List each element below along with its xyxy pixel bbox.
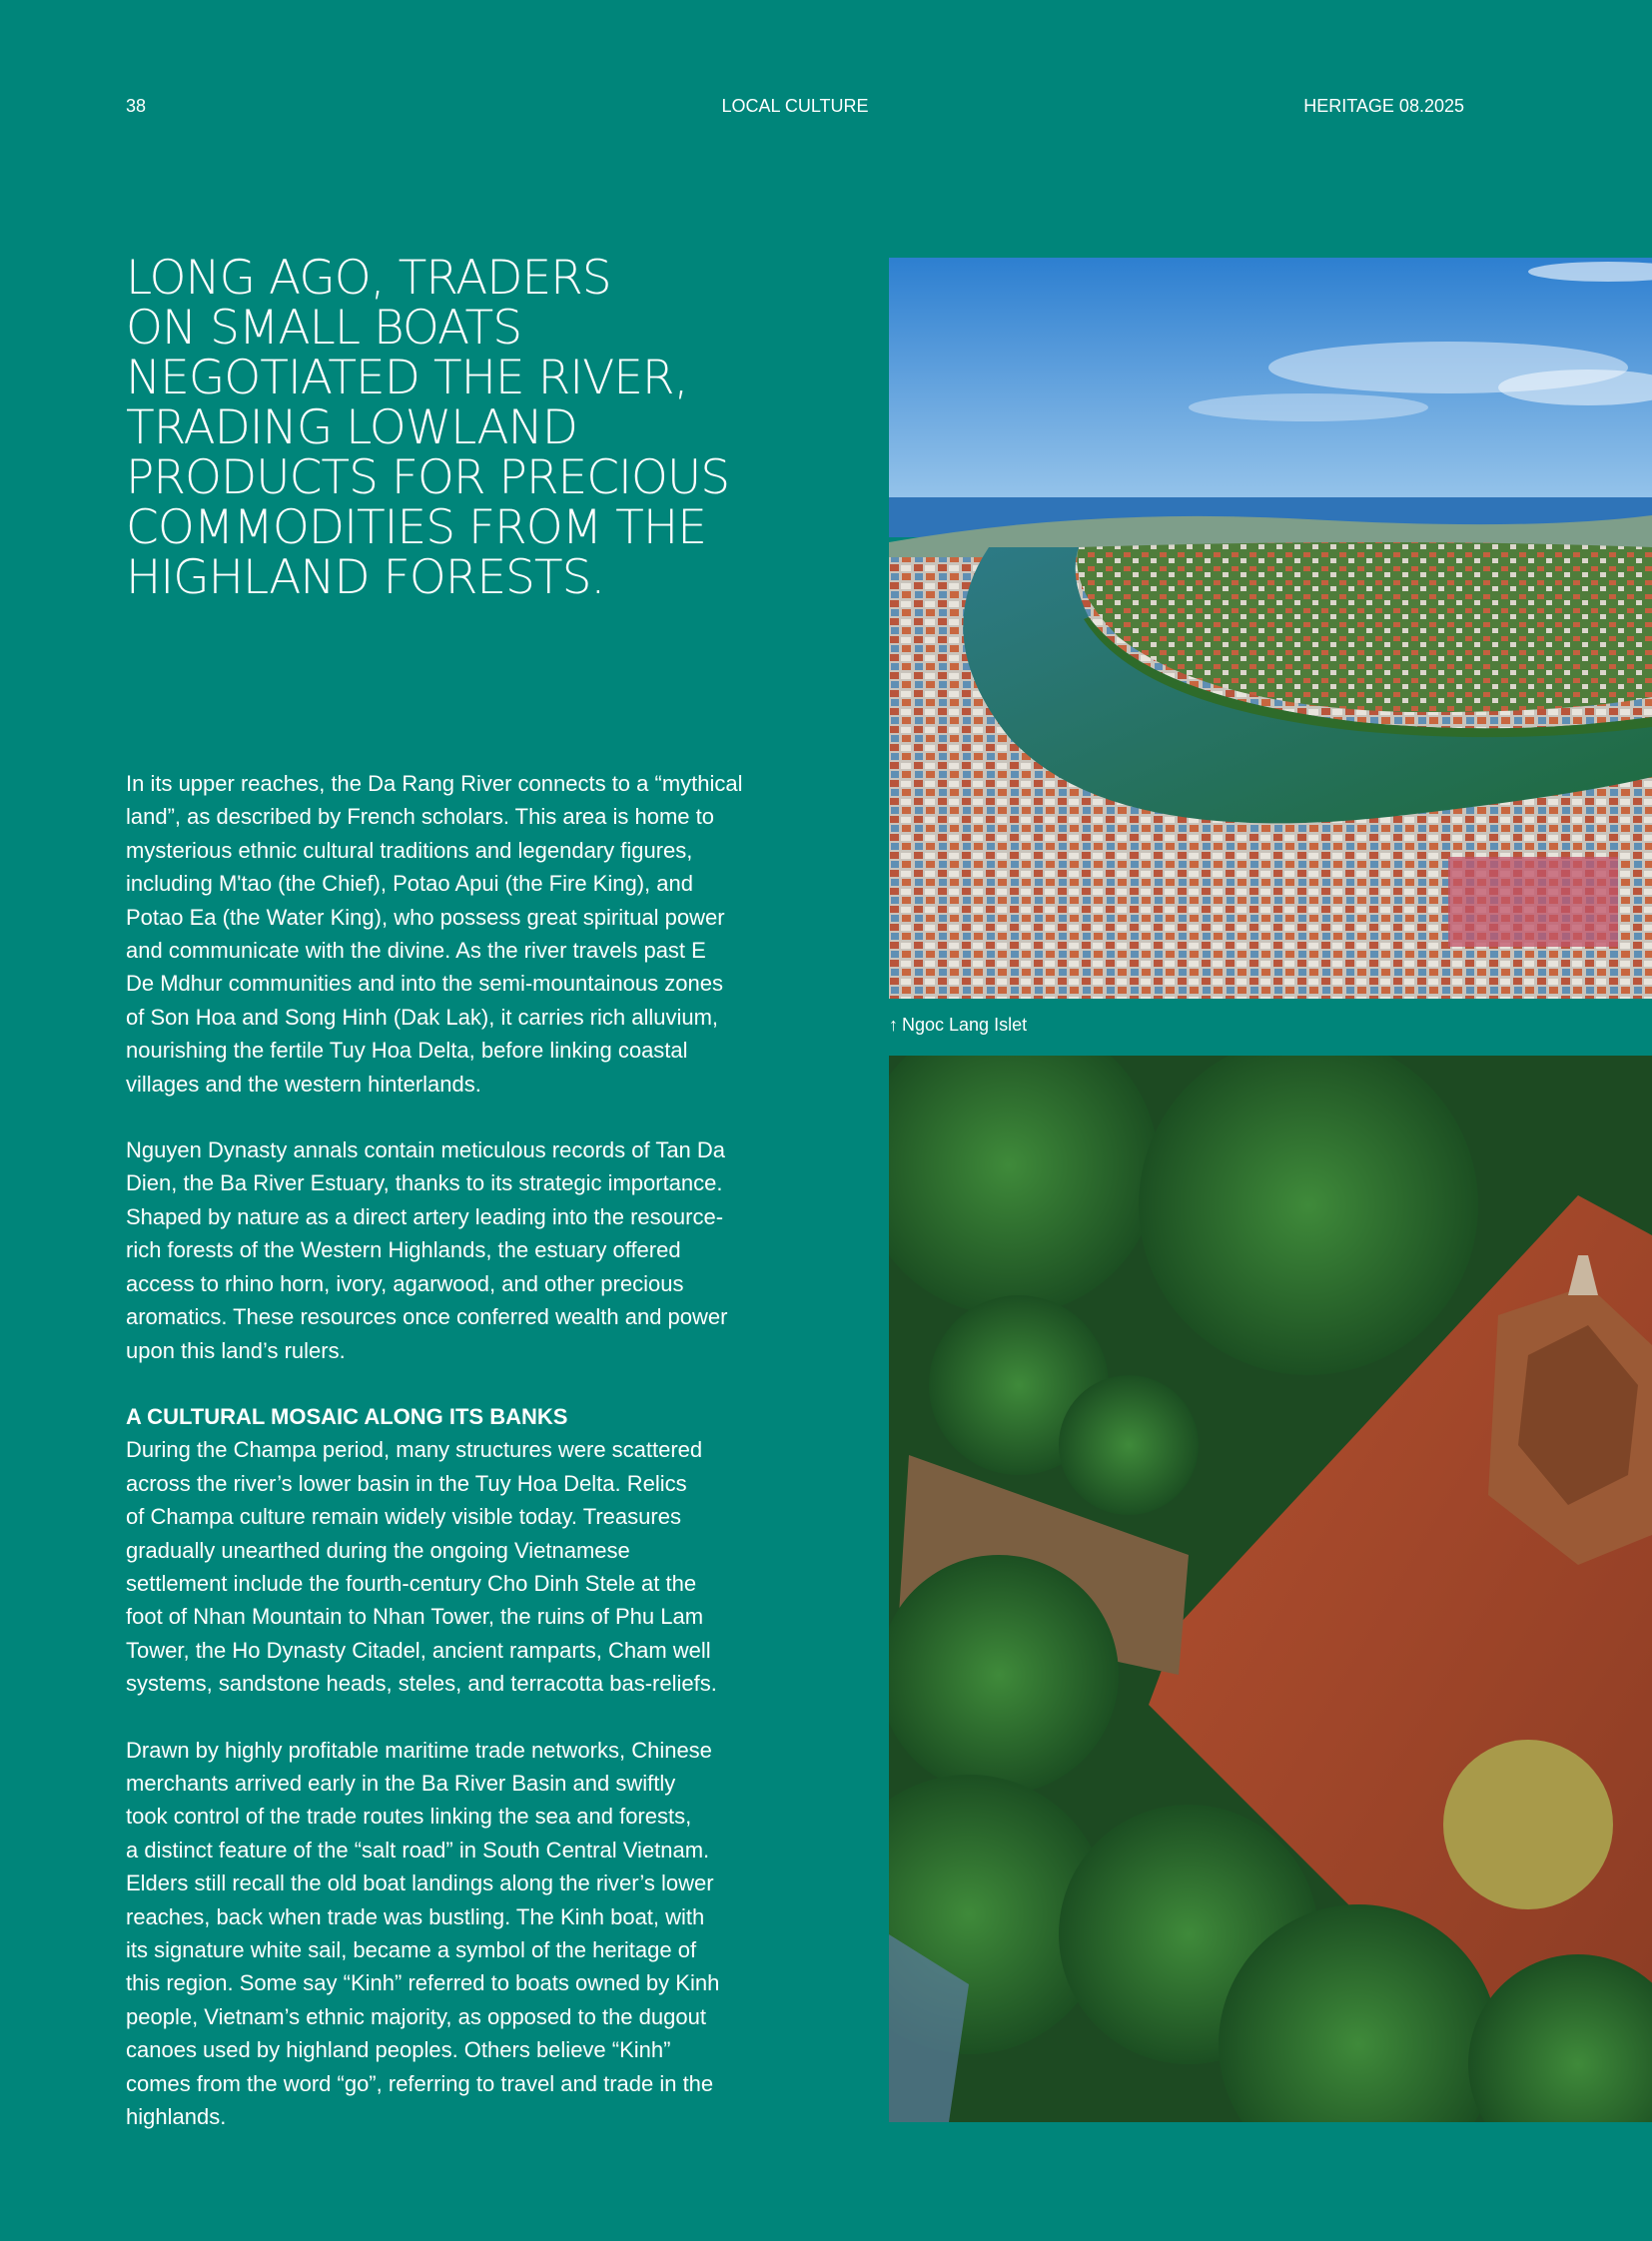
- pull-quote-line: NEGOTIATED THE RIVER,: [126, 351, 688, 405]
- text-line: Elders still recall the old boat landings along the river’s lower: [126, 1870, 714, 1896]
- article-body: [126, 767, 785, 2133]
- text-line: of Champa culture remain widely visible today. Treasures: [126, 1504, 681, 1530]
- pull-quote-line: ON SMALL BOATS: [126, 301, 522, 356]
- text-line: reaches, back when trade was bustling. The Kinh boat, with: [126, 1903, 705, 1929]
- text-line: took control of the trade routes linking the sea and forests,: [126, 1804, 692, 1830]
- pull-quote-line: COMMODITIES FROM THE: [126, 500, 706, 555]
- photo-caption: [889, 1012, 1027, 1038]
- text-line: of Son Hoa and Song Hinh (Dak Lak), it carries rich alluvium,: [126, 1004, 719, 1030]
- page-number: 38: [126, 96, 147, 116]
- text-line: merchants arrived early in the Ba River Basin and swiftly: [126, 1770, 676, 1796]
- text-line: people, Vietnam’s ethnic majority, as opposed to the dugout: [126, 2003, 706, 2029]
- paragraph: [126, 767, 785, 1101]
- river-aerial-photo: [889, 258, 1652, 999]
- subheading: A CULTURAL MOSAIC ALONG ITS BANKS: [126, 1403, 568, 1429]
- paragraph: [126, 1734, 785, 2134]
- text-line: settlement include the fourth-century Cho Dinh Stele at the: [126, 1570, 697, 1596]
- text-line: Dien, the Ba River Estuary, thanks to its strategic importance.: [126, 1170, 723, 1196]
- text-line: aromatics. These resources once conferred wealth and power: [126, 1304, 728, 1330]
- text-line: Nguyen Dynasty annals contain meticulous records of Tan Da: [126, 1137, 726, 1163]
- text-line: villages and the western hinterlands.: [126, 1071, 481, 1097]
- section-title: LOCAL CULTURE: [721, 96, 869, 116]
- arrow-up-icon: ↑: [889, 1015, 898, 1035]
- text-line: canoes used by highland peoples. Others believe “Kinh”: [126, 2037, 671, 2063]
- text-line: this region. Some say “Kinh” referred to boats owned by Kinh: [126, 1970, 720, 1996]
- text-line: gradually unearthed during the ongoing Vietnamese: [126, 1537, 630, 1563]
- text-line: its signature white sail, became a symbol of the heritage of: [126, 1937, 697, 1962]
- pull-quote: [126, 251, 745, 605]
- text-line: comes from the word “go”, referring to travel and trade in the: [126, 2070, 714, 2096]
- pull-quote-line: TRADING LOWLAND: [126, 400, 577, 455]
- text-line: across the river’s lower basin in the Tuy Hoa Delta. Relics: [126, 1470, 687, 1496]
- text-line: Drawn by highly profitable maritime trade networks, Chinese: [126, 1737, 712, 1763]
- pull-quote-line: HIGHLAND FORESTS.: [126, 550, 605, 605]
- text-line: Shaped by nature as a direct artery leading into the resource-: [126, 1203, 724, 1229]
- text-line: and communicate with the divine. As the river travels past E: [126, 938, 706, 964]
- issue-label: HERITAGE 08.2025: [1303, 96, 1464, 116]
- pull-quote-line: PRODUCTS FOR PRECIOUS: [126, 450, 730, 505]
- text-line: including M'tao (the Chief), Potao Apui (the Fire King), and: [126, 871, 693, 897]
- text-line: nourishing the fertile Tuy Hoa Delta, before linking coastal: [126, 1038, 688, 1064]
- text-line: systems, sandstone heads, steles, and terracotta bas-reliefs.: [126, 1671, 717, 1697]
- text-line: In its upper reaches, the Da Rang River connects to a “mythical: [126, 771, 743, 796]
- text-line: rich forests of the Western Highlands, the estuary offered: [126, 1237, 681, 1263]
- paragraph: [126, 1133, 785, 1367]
- running-header: [126, 96, 1464, 122]
- text-line: During the Champa period, many structures were scattered: [126, 1437, 703, 1463]
- text-line: Tower, the Ho Dynasty Citadel, ancient ramparts, Cham well: [126, 1637, 711, 1663]
- cham-tower-aerial-photo: [889, 1056, 1652, 2122]
- text-line: De Mdhur communities and into the semi-mountainous zones: [126, 971, 723, 997]
- text-line: mysterious ethnic cultural traditions and legendary figures,: [126, 837, 693, 863]
- text-line: access to rhino horn, ivory, agarwood, and other precious: [126, 1270, 684, 1296]
- text-line: Potao Ea (the Water King), who possess great spiritual power: [126, 904, 725, 930]
- text-line: upon this land’s rulers.: [126, 1337, 346, 1363]
- text-line: highlands.: [126, 2104, 227, 2130]
- text-line: land”, as described by French scholars. This area is home to: [126, 804, 714, 830]
- caption-text: Ngoc Lang Islet: [902, 1015, 1028, 1035]
- paragraph: [126, 1433, 785, 1700]
- text-line: a distinct feature of the “salt road” in South Central Vietnam.: [126, 1837, 710, 1863]
- pull-quote-line: LONG AGO, TRADERS: [126, 251, 611, 306]
- text-line: foot of Nhan Mountain to Nhan Tower, the ruins of Phu Lam: [126, 1604, 704, 1630]
